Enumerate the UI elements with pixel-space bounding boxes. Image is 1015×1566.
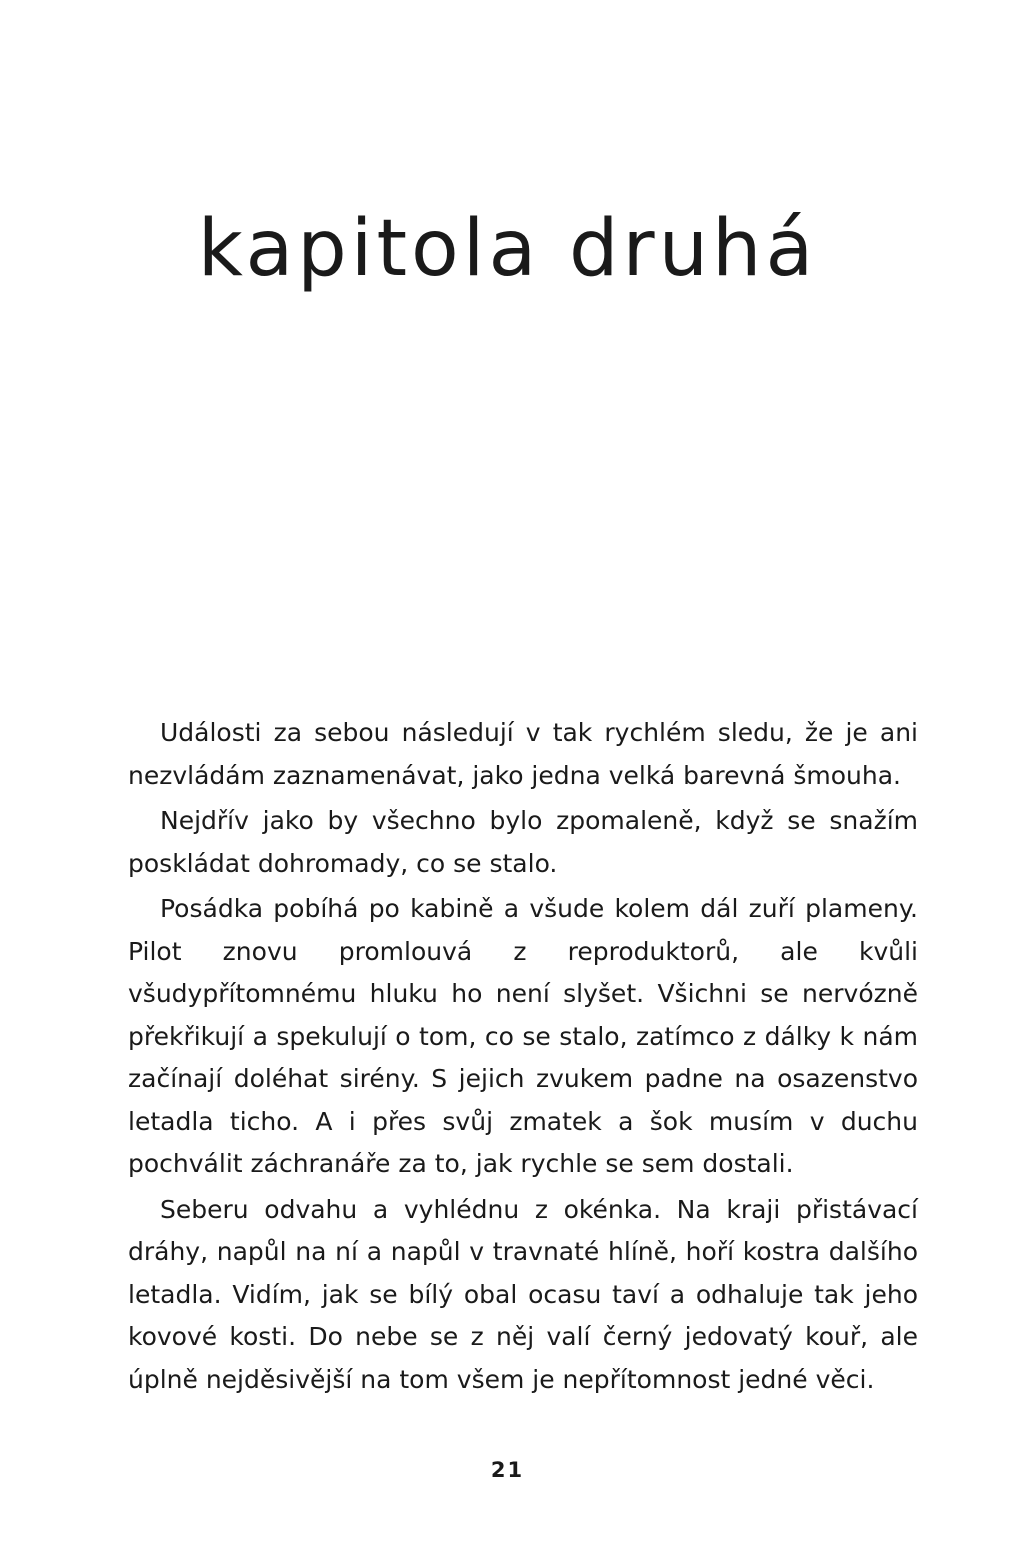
paragraph: Události za sebou následují v tak rychlém sledu, že je ani nezvládám zaznamenávat, jako jedna velká barevná šmouha.	[128, 718, 918, 790]
paragraph: Posádka pobíhá po kabině a všude kolem dál zuří plameny. Pilot znovu promlouvá z reproduktorů, ale kvůli všudypřítomnému hluku ho není slyšet. Všichni se nervózně překřikují a spekulují o tom, co se stalo, zatímco z dálky k nám začínají doléhat sirény. S jejich zvukem padne na osazenstvo letadla ticho. A i přes svůj zmatek a šok musím v duchu pochválit záchranáře za to, jak rychle se sem dostali.	[128, 894, 918, 1178]
body-text	[128, 712, 918, 1404]
paragraph: Nejdřív jako by všechno bylo zpomaleně, když se snažím poskládat dohromady, co se stalo.	[128, 806, 918, 878]
page-number: 21	[490, 1458, 525, 1482]
paragraph: Seberu odvahu a vyhlédnu z okénka. Na kraji přistávací dráhy, napůl na ní a napůl v travnaté hlíně, hoří kostra dalšího letadla. Vidím, jak se bílý obal ocasu taví a odhaluje tak jeho kovové kosti. Do nebe se z něj valí černý jedovatý kouř, ale úplně nejděsivější na tom všem je nepřítomnost jedné věci.	[128, 1194, 918, 1394]
chapter-title: kapitola druhá	[197, 204, 818, 294]
